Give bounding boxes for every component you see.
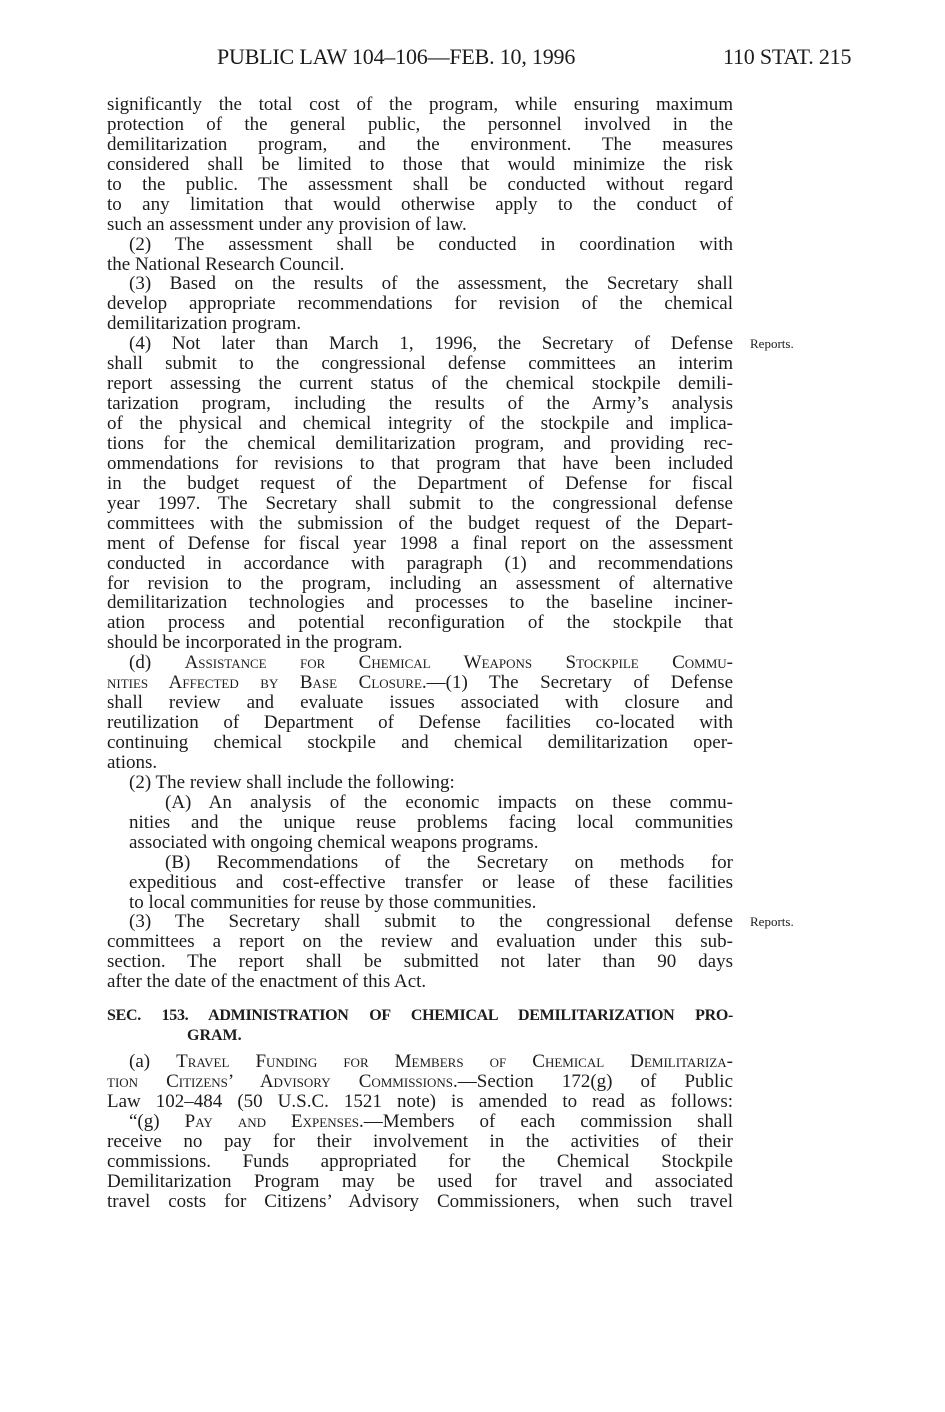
text-line xyxy=(107,813,733,833)
section-heading-line xyxy=(107,1026,733,1046)
text-line xyxy=(107,1172,733,1192)
text-segment: protection of the general public, the personnel involved in the xyxy=(107,113,733,135)
text-segment: (d) xyxy=(129,652,185,674)
text-segment: continuing chemical stockpile and chemical demilitarization oper- xyxy=(107,732,733,753)
text-segment: —Section 172(g) of Public xyxy=(457,1071,733,1092)
text-line xyxy=(107,294,733,314)
text-segment: (2) The review shall include the following: xyxy=(129,771,455,793)
text-line xyxy=(107,1052,733,1072)
text-line xyxy=(107,574,733,594)
text-segment: to local communities for reuse by those communities. xyxy=(129,891,537,913)
text-line xyxy=(107,793,733,813)
text-segment: —(1) The Secretary of Defense xyxy=(426,672,734,694)
text-segment: nities and the unique reuse problems facing local communities xyxy=(129,811,733,833)
text-line xyxy=(107,952,733,972)
text-segment: to any limitation that would otherwise apply to the conduct of xyxy=(107,193,733,215)
text-segment: (4) Not later than March 1, 1996, the Secretary of Defense xyxy=(129,333,733,355)
text-line xyxy=(107,1192,733,1212)
text-segment: Law 102–484 (50 U.S.C. 1521 note) is amended to read as follows: xyxy=(107,1090,733,1112)
text-line xyxy=(107,514,733,534)
text-segment: Demilitarization Program may be used for travel and associated xyxy=(107,1170,733,1192)
text-line xyxy=(107,713,733,733)
text-line xyxy=(107,474,733,494)
text-line xyxy=(107,255,733,275)
text-segment: expeditious and cost-effective transfer or lease of these facilities xyxy=(129,871,733,893)
text-line xyxy=(107,633,733,653)
running-header-title: PUBLIC LAW 104–106—FEB. 10, 1996 xyxy=(217,44,576,69)
document-body xyxy=(107,94,794,1212)
text-line xyxy=(107,1132,733,1152)
text-segment: considered shall be limited to those that would minimize the risk xyxy=(107,153,733,175)
text-line xyxy=(107,1152,733,1172)
text-segment: “(g) xyxy=(129,1110,185,1132)
small-caps-heading: nities Affected by Base Closure. xyxy=(107,672,427,694)
text-line xyxy=(107,115,733,135)
text-line xyxy=(107,773,733,793)
text-segment: the National Research Council. xyxy=(107,253,345,275)
text-line xyxy=(107,673,733,693)
text-segment: (A) An analysis of the economic impacts on these commu- xyxy=(165,791,733,813)
page-number: 110 STAT. 215 xyxy=(723,44,852,69)
text-line xyxy=(107,853,733,873)
text-line xyxy=(107,753,733,773)
text-segment: tions for the chemical demilitarization program, and providing rec- xyxy=(107,432,733,454)
text-segment: after the date of the enactment of this Act. xyxy=(107,971,427,993)
text-line xyxy=(107,911,794,933)
text-segment: —Members of each commission shall xyxy=(363,1110,734,1132)
text-segment: conducted in accordance with paragraph (1) and recommendations xyxy=(107,552,733,574)
text-line xyxy=(107,454,733,474)
text-line xyxy=(107,534,733,554)
small-caps-heading: Pay and Expenses. xyxy=(184,1110,364,1132)
text-segment: demilitarization technologies and processes to the baseline inciner- xyxy=(107,592,733,614)
text-segment: report assessing the current status of the chemical stockpile demili- xyxy=(107,373,733,395)
text-segment: ment of Defense for fiscal year 1998 a final report on the assessment xyxy=(107,532,733,554)
text-segment: section. The report shall be submitted not later than 90 days xyxy=(107,951,733,973)
text-line xyxy=(107,1112,733,1132)
margin-note-reports: Reports. xyxy=(750,914,794,930)
text-line xyxy=(107,434,733,454)
text-segment: travel costs for Citizens’ Advisory Commissioners, when such travel xyxy=(107,1190,733,1212)
text-line xyxy=(107,653,733,673)
text-segment: reutilization of Department of Defense facilities co-located with xyxy=(107,712,733,734)
text-segment: shall review and evaluate issues associated with closure and xyxy=(107,692,733,714)
text-line xyxy=(107,733,733,753)
text-line xyxy=(107,414,733,434)
text-segment: ommendations for revisions to that program that have been included xyxy=(107,452,733,474)
text-segment: for revision to the program, including an assessment of alternative xyxy=(107,572,733,594)
small-caps-heading: Travel Funding for Members of Chemical Demilitariza- xyxy=(176,1051,733,1073)
text-segment: receive no pay for their involvement in the activities of their xyxy=(107,1130,733,1152)
text-segment: such an assessment under any provision of law. xyxy=(107,213,467,235)
text-line xyxy=(107,235,733,255)
text-segment: shall submit to the congressional defense committees an interim xyxy=(107,353,733,375)
small-caps-heading: Assistance for Chemical Weapons Stockpile Commu- xyxy=(184,652,733,674)
text-segment: associated with ongoing chemical weapons programs. xyxy=(129,831,539,853)
text-line xyxy=(107,494,733,514)
text-line xyxy=(107,394,733,414)
text-segment: SEC. 153. ADMINISTRATION OF CHEMICAL DEMILITARIZATION PRO- xyxy=(107,1007,733,1025)
text-line xyxy=(107,1072,733,1092)
text-line xyxy=(107,274,733,294)
text-segment: (3) Based on the results of the assessment, the Secretary shall xyxy=(129,273,733,295)
text-segment: significantly the total cost of the program, while ensuring maximum xyxy=(107,94,733,115)
text-line xyxy=(107,932,733,952)
text-segment: to the public. The assessment shall be conducted without regard xyxy=(107,173,733,195)
text-line xyxy=(107,215,733,235)
text-segment: demilitarization program. xyxy=(107,313,302,335)
text-line xyxy=(107,613,733,633)
text-segment: demilitarization program, and the environment. The measures xyxy=(107,133,733,155)
text-segment: of the physical and chemical integrity of the stockpile and implica- xyxy=(107,413,733,434)
text-segment: commissions. Funds appropriated for the Chemical Stockpile xyxy=(107,1150,733,1172)
text-segment: in the budget request of the Department of Defense for fiscal xyxy=(107,472,733,494)
small-caps-heading: tion Citizens’ Advisory Commissions. xyxy=(107,1071,458,1092)
text-segment: (B) Recommendations of the Secretary on methods for xyxy=(165,851,733,873)
text-line xyxy=(107,972,733,992)
text-line xyxy=(107,833,733,853)
text-line xyxy=(107,155,733,175)
text-line xyxy=(107,354,733,374)
text-line xyxy=(107,593,733,613)
text-segment: ations. xyxy=(107,751,158,773)
text-line xyxy=(107,175,733,195)
text-line xyxy=(107,314,733,334)
text-line xyxy=(107,893,733,913)
section-heading-line xyxy=(107,1006,733,1026)
text-line xyxy=(107,95,733,115)
text-segment: committees a report on the review and evaluation under this sub- xyxy=(107,931,733,953)
text-segment: year 1997. The Secretary shall submit to the congressional defense xyxy=(107,492,733,514)
text-segment: committees with the submission of the budget request of the Depart- xyxy=(107,512,733,534)
text-line xyxy=(107,374,733,394)
text-line xyxy=(107,333,794,355)
text-line xyxy=(107,195,733,215)
text-segment: (2) The assessment shall be conducted in coordination with xyxy=(129,233,733,255)
text-segment: ation process and potential reconfiguration of the stockpile that xyxy=(107,612,733,634)
margin-note-reports: Reports. xyxy=(750,336,794,352)
text-segment: tarization program, including the results of the Army’s analysis xyxy=(107,393,733,415)
text-line xyxy=(107,873,733,893)
text-line xyxy=(107,135,733,155)
text-segment: develop appropriate recommendations for revision of the chemical xyxy=(107,293,733,315)
text-segment: should be incorporated in the program. xyxy=(107,632,403,654)
text-segment: (a) xyxy=(129,1051,177,1073)
text-line xyxy=(107,693,733,713)
text-line xyxy=(107,1092,733,1112)
text-line xyxy=(107,554,733,574)
text-segment: GRAM. xyxy=(187,1027,242,1045)
text-segment: (3) The Secretary shall submit to the congressional defense xyxy=(129,911,733,933)
